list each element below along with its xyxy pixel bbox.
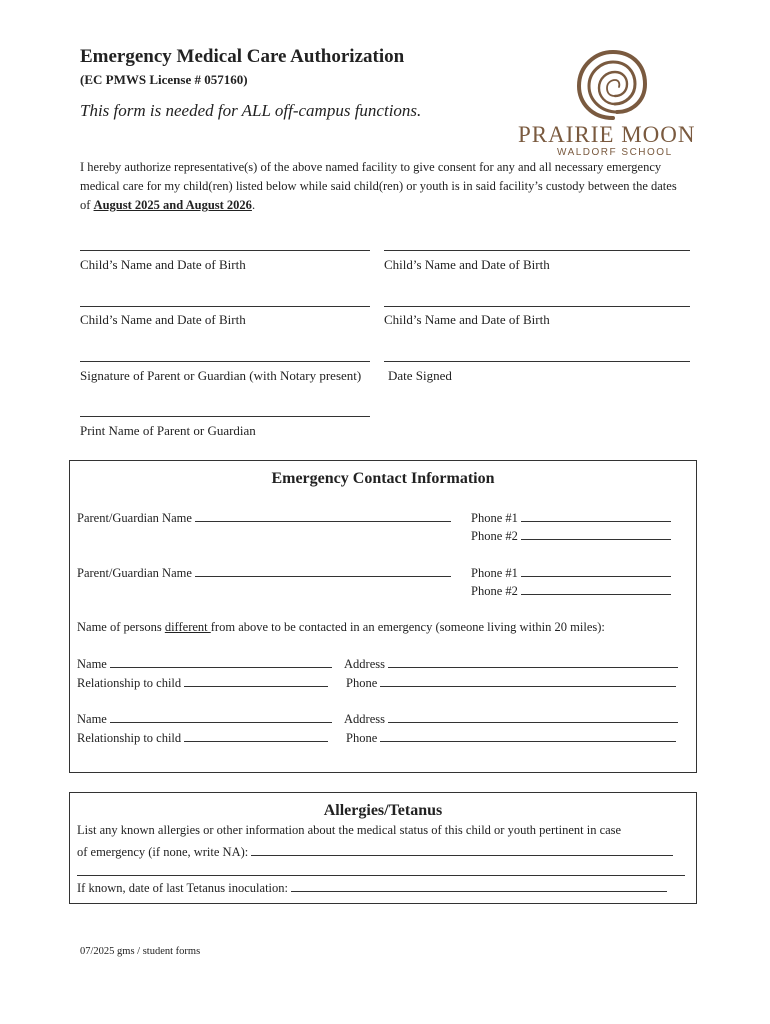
other-persons-instruction <box>77 620 605 635</box>
contact2-relationship-label: Relationship to child <box>77 731 182 745</box>
contact1-relationship-label: Relationship to child <box>77 676 182 690</box>
contact2-name-field[interactable] <box>110 710 332 723</box>
contact2-address-row <box>344 710 678 727</box>
contact2-address-field[interactable] <box>388 710 678 723</box>
license-number: (EC PMWS License # 057160) <box>80 72 248 87</box>
contact2-phone-field[interactable] <box>380 729 676 742</box>
guardian1-phone2-label: Phone #2 <box>471 529 518 543</box>
signature-label: Signature of Parent or Guardian (with Notary present) <box>80 368 362 383</box>
tetanus-label: If known, date of last Tetanus inoculation: <box>77 881 288 895</box>
child1-line[interactable] <box>80 250 370 251</box>
contact1-address-row <box>344 655 678 672</box>
logo-subtitle: WALDORF SCHOOL <box>557 147 673 158</box>
child1-label: Child’s Name and Date of Birth <box>80 257 246 272</box>
allergies-section <box>69 792 697 904</box>
guardian2-phone2-row <box>471 582 671 599</box>
guardian1-phone2-row <box>471 527 671 544</box>
contact1-address-label: Address <box>344 657 385 671</box>
logo-name: PRAIRIE MOON <box>518 122 696 147</box>
persons-text-underlined: different <box>164 620 211 634</box>
contact1-name-label: Name <box>77 657 107 671</box>
signature-line[interactable] <box>80 361 370 362</box>
guardian1-phone1-row <box>471 509 671 526</box>
contact2-relationship-field[interactable] <box>184 729 328 742</box>
allergies-line2-row <box>77 843 673 860</box>
form-title: Emergency Medical Care Authorization <box>80 46 405 67</box>
guardian1-phone1-field[interactable] <box>521 509 671 522</box>
guardian2-phone1-row <box>471 564 671 581</box>
tetanus-date-field[interactable] <box>291 879 667 892</box>
authorization-text <box>80 158 680 215</box>
print-name-label: Print Name of Parent or Guardian <box>80 423 256 438</box>
authorization-dates: August 2025 and August 2026 <box>93 198 252 212</box>
contact2-phone-row <box>346 729 676 746</box>
contact2-relationship-row <box>77 729 328 746</box>
child2-line[interactable] <box>384 250 690 251</box>
child4-label: Child’s Name and Date of Birth <box>384 312 550 327</box>
persons-text-before: Name of persons <box>77 620 165 634</box>
form-note: This form is needed for ALL off-campus functions. <box>80 101 422 120</box>
date-signed-line[interactable] <box>384 361 690 362</box>
intro-text: I hereby authorize representative(s) of the above named facility to give consent for any and all necessary emergency medical care for my child(ren) listed below while said child(ren) or youth is in said facility’s custody between the dates of <box>80 160 677 212</box>
contact1-relationship-row <box>77 674 328 691</box>
guardian1-phone1-label: Phone #1 <box>471 511 518 525</box>
spiral-moon-icon <box>573 46 653 126</box>
child4-line[interactable] <box>384 306 690 307</box>
allergies-extra-line[interactable] <box>77 875 685 876</box>
allergies-section-title: Allergies/Tetanus <box>323 802 443 819</box>
school-logo <box>515 40 715 160</box>
persons-text-after: from above to be contacted in an emergency (someone living within 20 miles): <box>210 620 605 634</box>
date-signed-label: Date Signed <box>388 368 452 383</box>
allergies-field[interactable] <box>251 843 673 856</box>
guardian1-row <box>77 509 451 526</box>
child3-line[interactable] <box>80 306 370 307</box>
emergency-contact-section <box>69 460 697 773</box>
child2-label: Child’s Name and Date of Birth <box>384 257 550 272</box>
guardian1-label: Parent/Guardian Name <box>77 511 192 525</box>
contact1-name-row <box>77 655 332 672</box>
contact2-address-label: Address <box>344 712 385 726</box>
guardian2-row <box>77 564 451 581</box>
child3-label: Child’s Name and Date of Birth <box>80 312 246 327</box>
allergies-line1: List any known allergies or other information about the medical status of this child or youth pertinent in case <box>77 823 622 837</box>
contact2-phone-label: Phone <box>346 731 378 745</box>
guardian2-phone2-label: Phone #2 <box>471 584 518 598</box>
contact1-phone-row <box>346 674 676 691</box>
allergies-line2-label: of emergency (if none, write NA): <box>77 845 249 859</box>
guardian1-phone2-field[interactable] <box>521 527 671 540</box>
emergency-section-title: Emergency Contact Information <box>271 470 495 487</box>
contact1-name-field[interactable] <box>110 655 332 668</box>
intro-end: . <box>251 198 256 212</box>
print-name-line[interactable] <box>80 416 370 417</box>
contact1-phone-label: Phone <box>346 676 378 690</box>
guardian2-name-field[interactable] <box>195 564 451 577</box>
contact2-name-label: Name <box>77 712 107 726</box>
tetanus-row <box>77 879 667 896</box>
guardian1-name-field[interactable] <box>195 509 451 522</box>
guardian2-phone1-field[interactable] <box>521 564 671 577</box>
contact1-address-field[interactable] <box>388 655 678 668</box>
guardian2-phone2-field[interactable] <box>521 582 671 595</box>
contact1-phone-field[interactable] <box>380 674 676 687</box>
guardian2-phone1-label: Phone #1 <box>471 566 518 580</box>
guardian2-label: Parent/Guardian Name <box>77 566 192 580</box>
contact2-name-row <box>77 710 332 727</box>
footer-text: 07/2025 gms / student forms <box>80 946 201 957</box>
contact1-relationship-field[interactable] <box>184 674 328 687</box>
